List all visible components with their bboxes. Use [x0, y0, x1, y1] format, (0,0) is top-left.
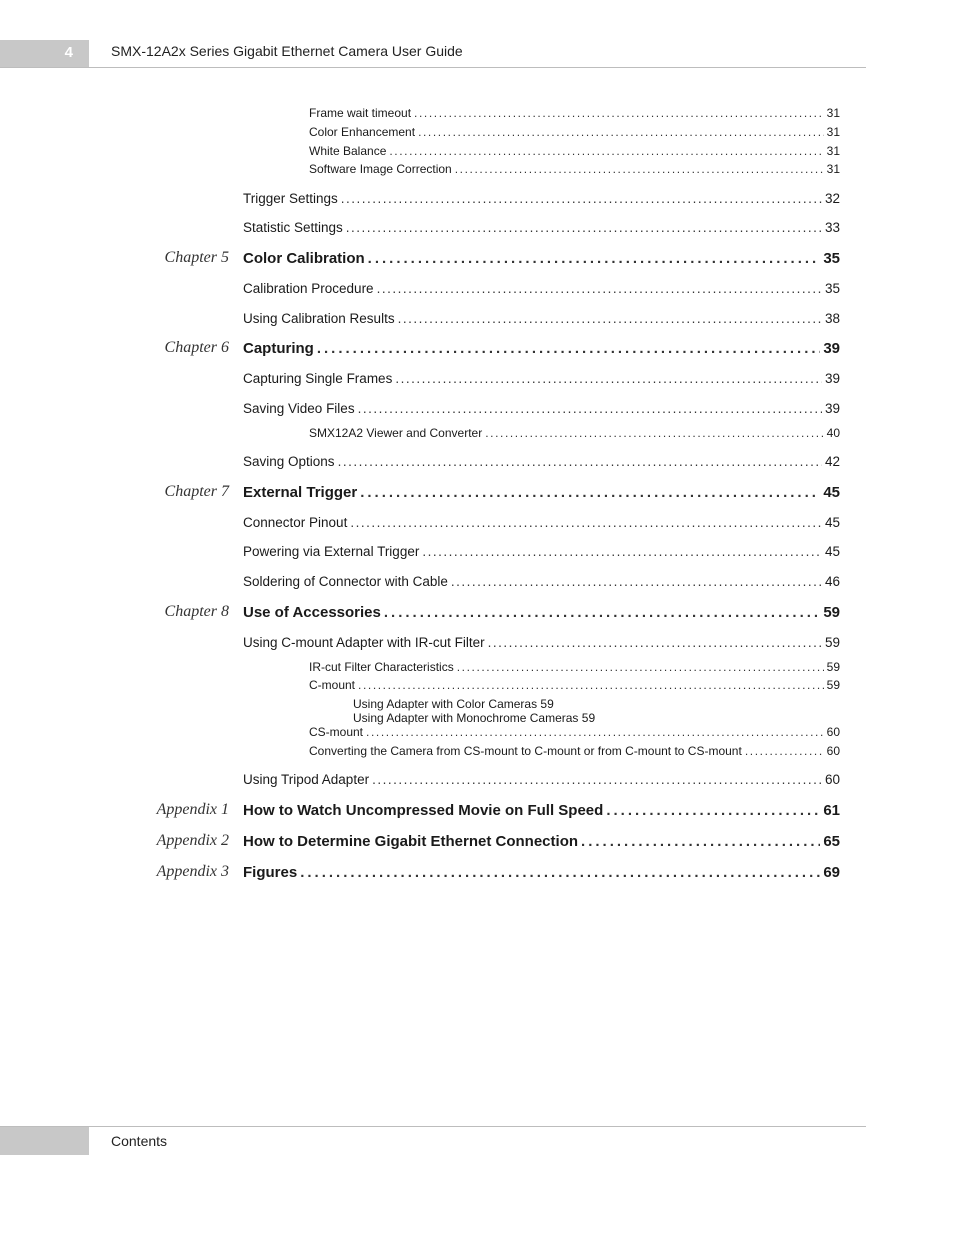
toc-entry-page: 31	[826, 144, 840, 158]
toc-appendix-gigabit-ethernet[interactable]	[243, 833, 840, 850]
toc-entry-page: 39	[824, 371, 840, 386]
toc-entry-title: Connector Pinout	[243, 515, 348, 530]
toc-entry-adapter-color-cameras[interactable]: Using Adapter with Color Cameras 59	[353, 697, 554, 711]
dot-leader	[300, 864, 820, 881]
toc-entry-title: Using Tripod Adapter	[243, 772, 370, 787]
toc-entry-adapter-monochrome-cameras[interactable]: Using Adapter with Monochrome Cameras 59	[353, 711, 596, 725]
toc-entry-frame-wait-timeout[interactable]	[309, 106, 840, 120]
toc-entry-title: Figures	[243, 864, 298, 881]
dot-leader	[368, 250, 821, 267]
toc-chapter-use-of-accessories[interactable]	[243, 604, 840, 621]
dot-leader	[377, 281, 822, 296]
toc-entry-color-enhancement[interactable]	[309, 125, 840, 139]
toc-entry-using-tripod-adapter[interactable]	[243, 772, 840, 787]
dot-leader	[384, 604, 820, 621]
toc-entry-title: Capturing Single Frames	[243, 371, 393, 386]
toc-entry-page: 61	[823, 802, 840, 819]
page-number: 4	[64, 44, 73, 61]
toc-chapter-external-trigger[interactable]	[243, 484, 840, 501]
toc-entry-saving-options[interactable]	[243, 454, 840, 469]
dot-leader	[488, 635, 822, 650]
toc-entry-title: Saving Video Files	[243, 401, 355, 416]
chapter-label: Chapter 8	[164, 603, 229, 620]
toc-entry-cs-mount[interactable]	[309, 725, 840, 739]
toc-entry-title: IR-cut Filter Characteristics	[309, 660, 454, 674]
toc-entry-page: 39	[824, 401, 840, 416]
toc-entry-page: 35	[824, 281, 840, 296]
appendix-label: Appendix 2	[156, 832, 229, 849]
toc-entry-capturing-single-frames[interactable]	[243, 371, 840, 386]
toc-entry-converting-the-camera[interactable]	[309, 744, 840, 758]
page-number-box	[0, 40, 89, 67]
dot-leader	[341, 191, 822, 206]
dot-leader	[317, 340, 820, 357]
toc-entry-page: 46	[824, 574, 840, 589]
toc-entry-title: Software Image Correction	[309, 162, 452, 176]
dot-leader	[358, 678, 824, 692]
footer-section-label: Contents	[111, 1133, 168, 1149]
dot-leader	[350, 515, 822, 530]
page-footer	[0, 1126, 866, 1155]
toc-entry-title: Using Calibration Results	[243, 311, 395, 326]
toc-entry-page: 35	[823, 250, 840, 267]
document-title: SMX-12A2x Series Gigabit Ethernet Camera User Guide	[111, 43, 463, 59]
toc-chapter-capturing[interactable]	[243, 340, 840, 357]
toc-entry-title: Using C-mount Adapter with IR-cut Filter	[243, 635, 485, 650]
toc-entry-title: SMX12A2 Viewer and Converter	[309, 426, 483, 440]
toc-entry-page: 42	[824, 454, 840, 469]
dot-leader	[455, 162, 824, 176]
toc-entry-title: Statistic Settings	[243, 220, 343, 235]
toc-entry-page: 60	[824, 772, 840, 787]
dot-leader	[389, 144, 823, 158]
toc-entry-powering-via-external-trigger[interactable]	[243, 544, 840, 559]
toc-entry-title: Converting the Camera from CS-mount to C-mount or from C-mount to CS-mount	[309, 744, 742, 758]
toc-entry-title: Color Enhancement	[309, 125, 416, 139]
toc-entry-software-image-correction[interactable]	[309, 162, 840, 176]
dot-leader	[451, 574, 822, 589]
toc-entry-page: 45	[824, 515, 840, 530]
toc-appendix-figures[interactable]	[243, 864, 840, 881]
dot-leader	[414, 106, 824, 120]
toc-entry-title: Powering via External Trigger	[243, 544, 420, 559]
toc-entry-title: Saving Options	[243, 454, 335, 469]
toc-entry-page: 31	[826, 125, 840, 139]
toc-entry-page: 60	[826, 725, 840, 739]
dot-leader	[372, 772, 822, 787]
toc-entry-statistic-settings[interactable]	[243, 220, 840, 235]
toc-entry-page: 45	[824, 544, 840, 559]
dot-leader	[581, 833, 820, 850]
toc-entry-page: 31	[826, 162, 840, 176]
toc-appendix-uncompressed-movie[interactable]	[243, 802, 840, 819]
toc-entry-viewer-and-converter[interactable]	[309, 426, 840, 440]
toc-entry-title: Trigger Settings	[243, 191, 338, 206]
toc-entry-c-mount-adapter-ir-cut[interactable]	[243, 635, 840, 650]
dot-leader	[338, 454, 822, 469]
toc-entry-title: Capturing	[243, 340, 314, 357]
toc-entry-using-calibration-results[interactable]	[243, 311, 840, 326]
toc-entry-page: 38	[824, 311, 840, 326]
page-header	[0, 40, 866, 68]
toc-entry-title: Soldering of Connector with Cable	[243, 574, 448, 589]
appendix-label: Appendix 3	[156, 863, 229, 880]
toc-chapter-color-calibration[interactable]	[243, 250, 840, 267]
toc-entry-title: Use of Accessories	[243, 604, 381, 621]
toc-entry-title: How to Watch Uncompressed Movie on Full Speed	[243, 802, 604, 819]
toc-entry-title: Calibration Procedure	[243, 281, 374, 296]
toc-entry-title: How to Determine Gigabit Ethernet Connection	[243, 833, 579, 850]
toc-entry-page: 69	[823, 864, 840, 881]
appendix-label: Appendix 1	[156, 801, 229, 818]
toc-entry-page: 39	[823, 340, 840, 357]
toc-entry-ir-cut-filter-characteristics[interactable]	[309, 660, 840, 674]
dot-leader	[745, 744, 824, 758]
toc-entry-page: 59	[826, 678, 840, 692]
toc-entry-title: CS-mount	[309, 725, 364, 739]
chapter-label: Chapter 6	[164, 339, 229, 356]
toc-entry-calibration-procedure[interactable]	[243, 281, 840, 296]
toc-entry-page: 60	[826, 744, 840, 758]
toc-entry-title: Color Calibration	[243, 250, 365, 267]
toc-entry-page: 40	[826, 426, 840, 440]
dot-leader	[358, 401, 822, 416]
toc-entry-page: 59	[824, 635, 840, 650]
toc-entry-page: 31	[826, 106, 840, 120]
toc-entry-page: 59	[826, 660, 840, 674]
dot-leader	[457, 660, 824, 674]
toc-entry-title: Frame wait timeout	[309, 106, 412, 120]
toc-entry-c-mount[interactable]	[309, 678, 840, 692]
toc-entry-title: White Balance	[309, 144, 387, 158]
chapter-label: Chapter 5	[164, 249, 229, 266]
toc-entry-soldering-of-connector[interactable]	[243, 574, 840, 589]
dot-leader	[395, 371, 822, 386]
dot-leader	[366, 725, 824, 739]
dot-leader	[346, 220, 822, 235]
dot-leader	[422, 544, 822, 559]
dot-leader	[418, 125, 824, 139]
toc-entry-page: 59	[823, 604, 840, 621]
toc-entry-trigger-settings[interactable]	[243, 191, 840, 206]
toc-entry-white-balance[interactable]	[309, 144, 840, 158]
dot-leader	[360, 484, 820, 501]
dot-leader	[606, 802, 820, 819]
toc-entry-connector-pinout[interactable]	[243, 515, 840, 530]
toc-entry-title: External Trigger	[243, 484, 358, 501]
footer-box	[0, 1127, 89, 1155]
toc-entry-page: 33	[824, 220, 840, 235]
toc-entry-saving-video-files[interactable]	[243, 401, 840, 416]
dot-leader	[485, 426, 823, 440]
toc-entry-page: 65	[823, 833, 840, 850]
toc-entry-page: 45	[823, 484, 840, 501]
dot-leader	[398, 311, 822, 326]
toc-entry-title: C-mount	[309, 678, 356, 692]
chapter-label: Chapter 7	[164, 483, 229, 500]
toc-entry-page: 32	[824, 191, 840, 206]
